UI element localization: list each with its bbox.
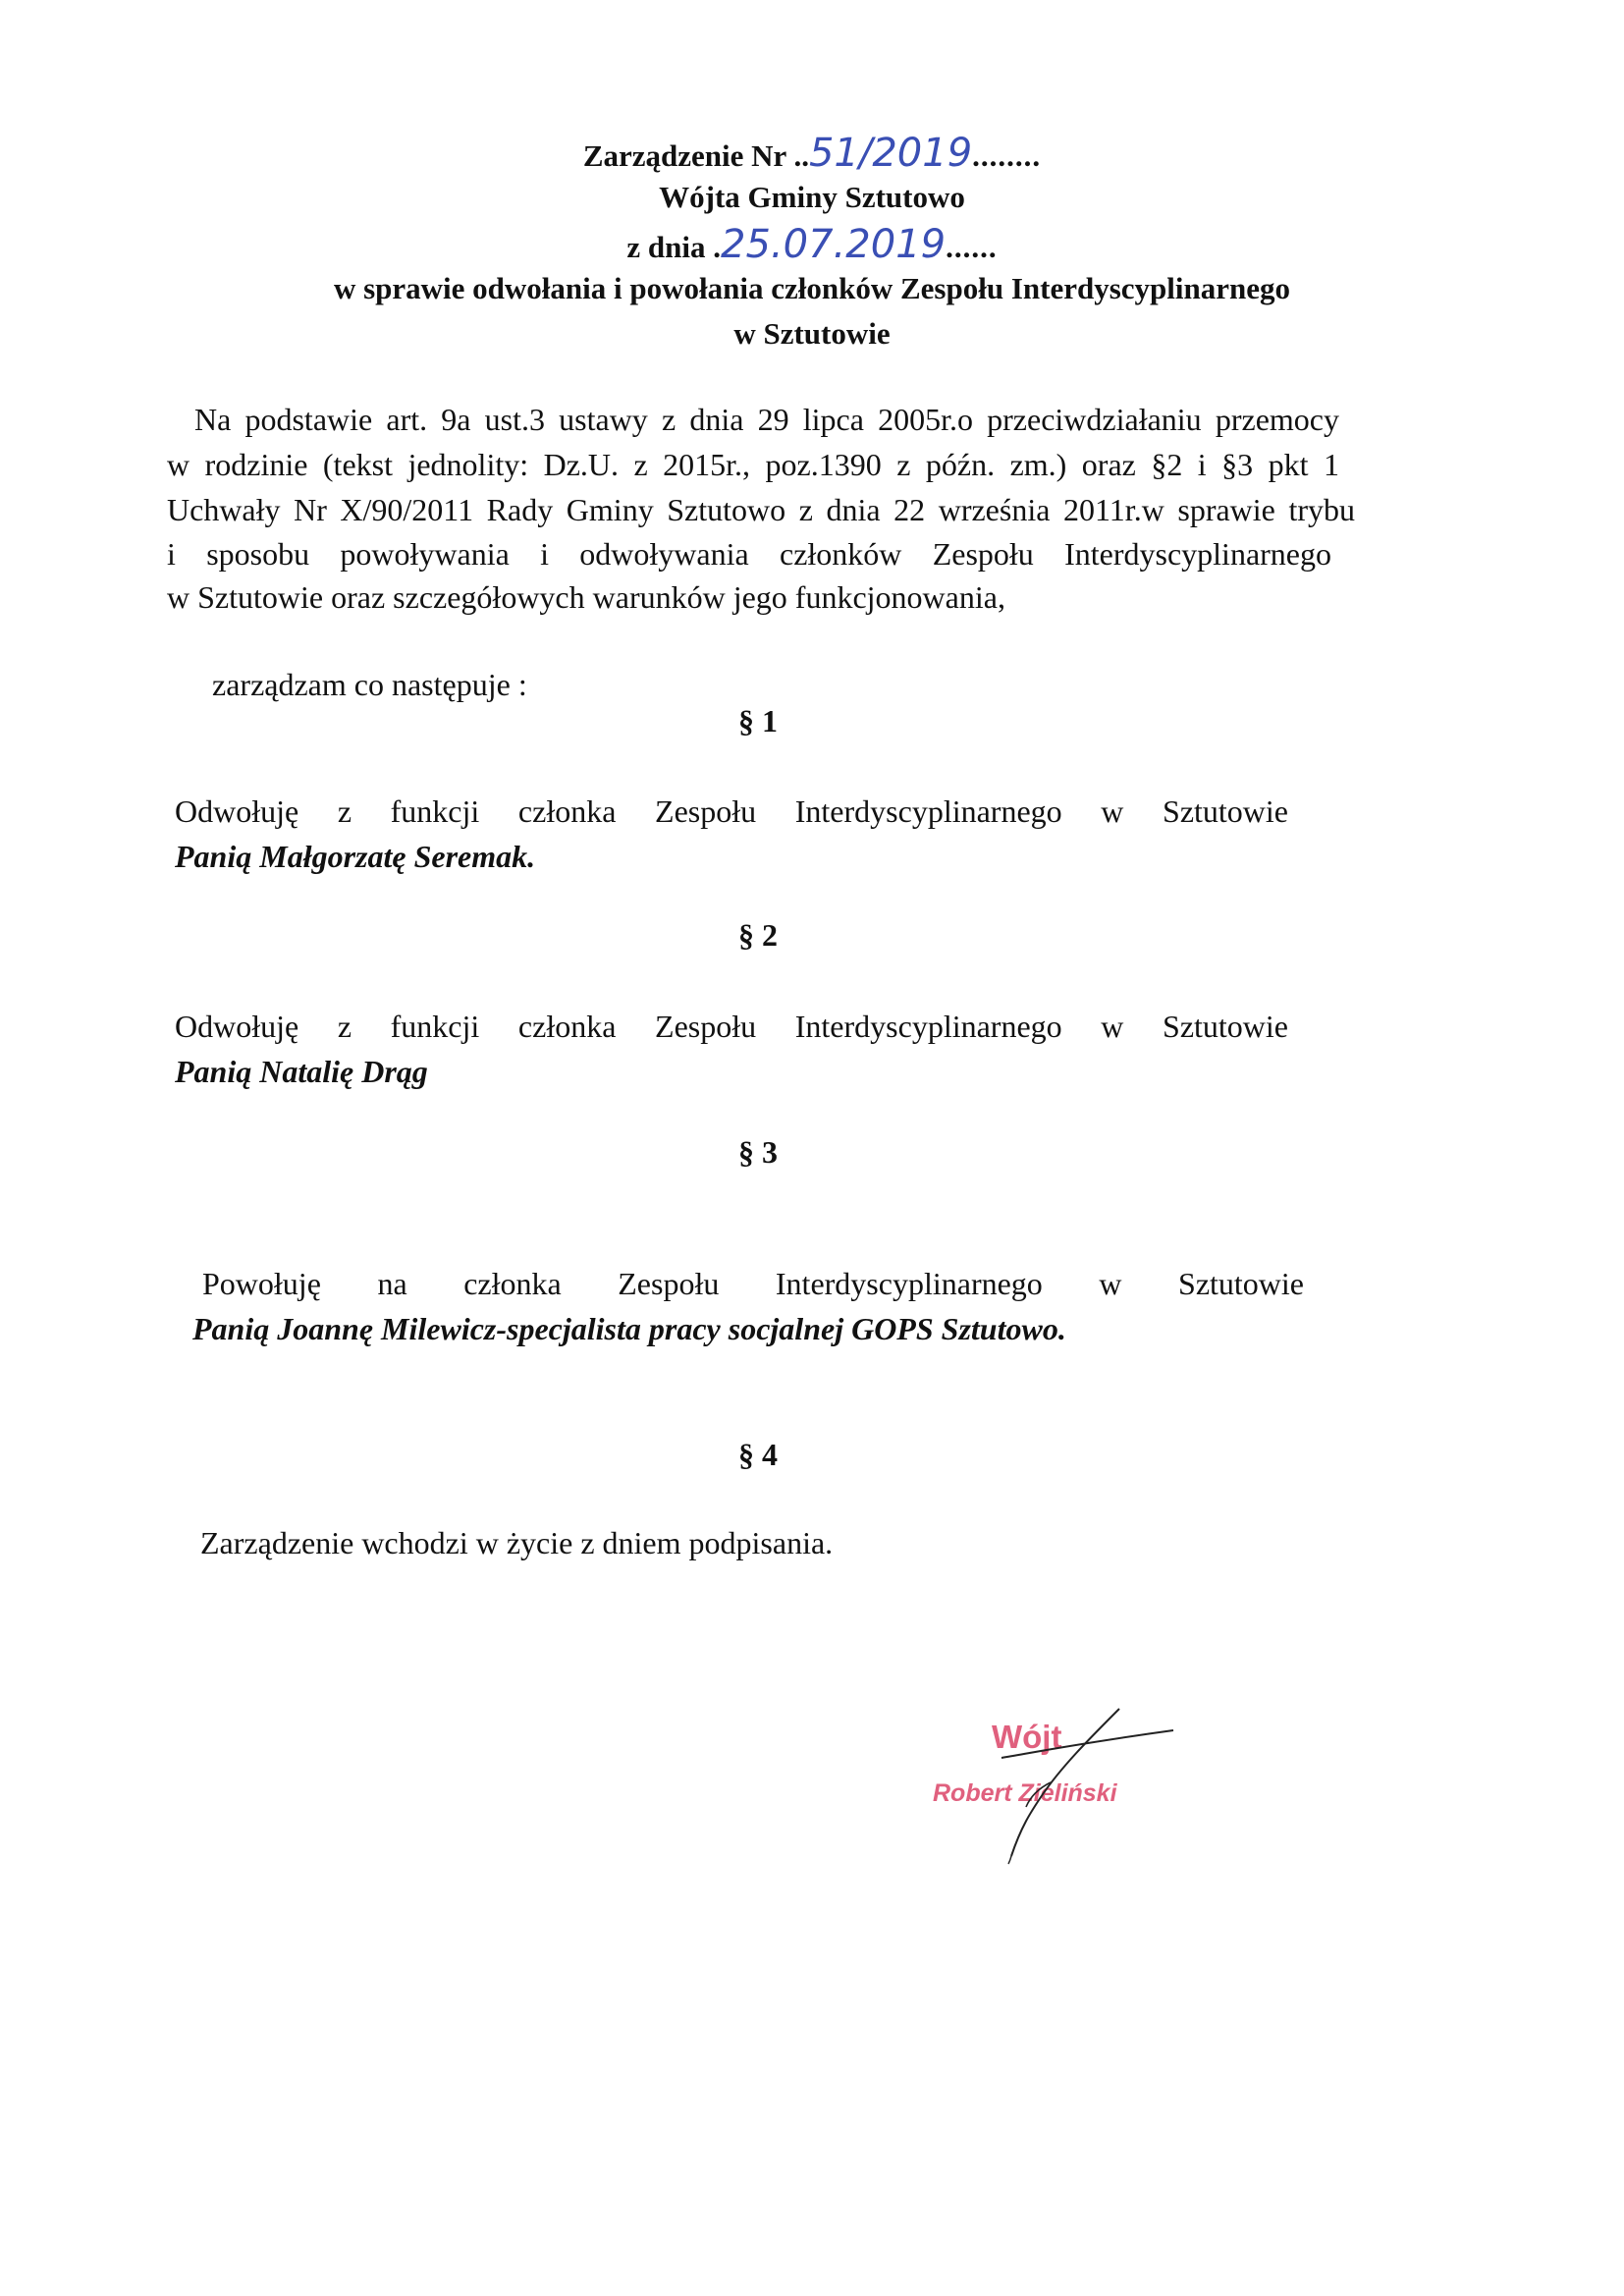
section-2-person: Panią Natalię Drąg [175,1054,428,1089]
preamble-line-4: i sposobu powoływania i odwoływania członków Zespołu Interdyscyplinarnego [167,536,1331,572]
preamble-line-5: w Sztutowie oraz szczegółowych warunków jego funkcjonowania, [167,579,1005,615]
section-3-person: Panią Joannę Milewicz-specjalista pracy socjalnej GOPS Sztutowo. [192,1311,1066,1346]
preamble-line-2: w rodzinie (tekst jednolity: Dz.U. z 2015r., poz.1390 z późn. zm.) oraz §2 i §3 pkt 1 [167,447,1339,482]
title-dots: ........ [972,138,1042,173]
title-prefix: Zarządzenie Nr .. [582,138,809,173]
section-mark-3: § 3 [738,1134,778,1170]
section-mark-1: § 1 [738,703,778,738]
decree-title [0,131,1624,176]
section-mark-2: § 2 [738,917,778,953]
section-mark-4: § 4 [738,1437,778,1472]
preamble-line-3: Uchwały Nr X/90/2011 Rady Gminy Sztutowo z dnia 22 września 2011r.w sprawie trybu [167,492,1355,527]
section-1-person: Panią Małgorzatę Seremak. [175,839,536,874]
subject-line-1: w sprawie odwołania i powołania członków Zespołu Interdyscyplinarnego [333,271,1291,305]
handwritten-number: 51/2019 [808,131,973,176]
section-1-text: Odwołuję z funkcji członka Zespołu Interdyscyplinarnego w Sztutowie [175,793,1288,829]
section-4-text: Zarządzenie wchodzi w życie z dniem podpisania. [200,1525,834,1560]
date-prefix: z dnia . [626,230,722,264]
date-line [0,222,1624,267]
subject-line-2: w Sztutowie [733,316,891,351]
stamp-title: Wójt [992,1719,1062,1755]
section-3-text: Powołuję na członka Zespołu Interdyscyplinarnego w Sztutowie [202,1266,1304,1301]
stamp-name: Robert Zieliński [933,1779,1117,1807]
decree-statement: zarządzam co następuje : [212,667,527,702]
date-dots: ...... [946,230,998,264]
handwritten-date: 25.07.2019 [721,222,947,267]
signature-image [943,1699,1198,1866]
section-2-text: Odwołuję z funkcji członka Zespołu Interdyscyplinarnego w Sztutowie [175,1009,1288,1044]
issuer-line: Wójta Gminy Sztutowo [659,180,965,214]
preamble-line-1: Na podstawie art. 9a ust.3 ustawy z dnia 29 lipca 2005r.o przeciwdziałaniu przemocy [194,402,1339,437]
